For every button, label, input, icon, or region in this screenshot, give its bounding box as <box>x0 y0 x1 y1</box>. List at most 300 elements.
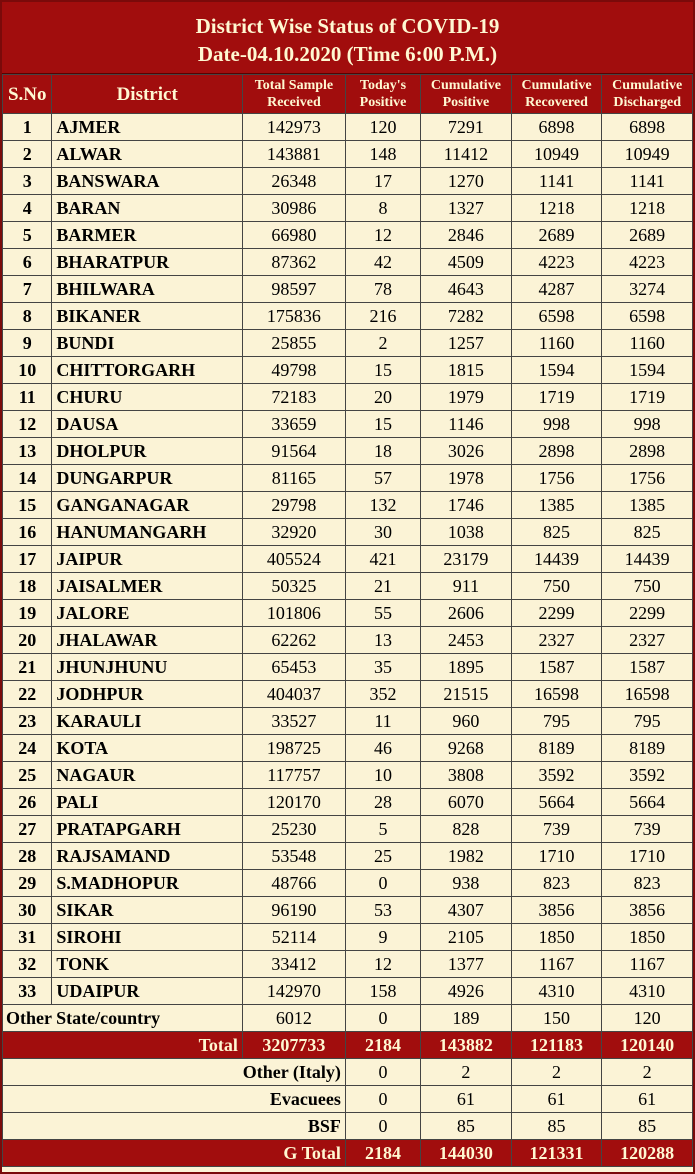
table-cell: 33659 <box>242 411 345 438</box>
table-row <box>3 168 693 195</box>
table-cell: 1756 <box>602 465 693 492</box>
evacuees-label: Evacuees <box>3 1086 346 1113</box>
table-cell: 158 <box>345 978 420 1005</box>
table-row <box>3 546 693 573</box>
table-cell: 1710 <box>511 843 602 870</box>
table-cell: 13 <box>345 627 420 654</box>
table-cell: 352 <box>345 681 420 708</box>
table-cell: 0 <box>345 870 420 897</box>
table-row <box>3 654 693 681</box>
table-cell: 61 <box>421 1086 512 1113</box>
table-cell: 4310 <box>602 978 693 1005</box>
table-row <box>3 276 693 303</box>
table-cell: 50325 <box>242 573 345 600</box>
table-cell: 120170 <box>242 789 345 816</box>
table-row <box>3 195 693 222</box>
table-cell: 1594 <box>511 357 602 384</box>
table-cell: 98597 <box>242 276 345 303</box>
district-name-cell: TONK <box>52 951 243 978</box>
serial-number-cell: 13 <box>3 438 52 465</box>
table-row <box>3 438 693 465</box>
serial-number-cell: 17 <box>3 546 52 573</box>
serial-number-cell: 32 <box>3 951 52 978</box>
serial-number-cell: 7 <box>3 276 52 303</box>
table-cell: 1895 <box>421 654 512 681</box>
district-name-cell: UDAIPUR <box>52 978 243 1005</box>
serial-number-cell: 14 <box>3 465 52 492</box>
col-header-sno: S.No <box>3 75 52 114</box>
table-cell: 3207733 <box>242 1032 345 1059</box>
table-cell: 0 <box>345 1086 420 1113</box>
table-cell: 2184 <box>345 1032 420 1059</box>
table-cell: 142973 <box>242 114 345 141</box>
col-header-total-sample: Total Sample Received <box>242 75 345 114</box>
district-name-cell: BIKANER <box>52 303 243 330</box>
table-cell: 1160 <box>511 330 602 357</box>
table-cell: 46 <box>345 735 420 762</box>
district-name-cell: BHARATPUR <box>52 249 243 276</box>
table-row <box>3 384 693 411</box>
serial-number-cell: 19 <box>3 600 52 627</box>
table-cell: 1978 <box>421 465 512 492</box>
table-cell: 32920 <box>242 519 345 546</box>
table-cell: 2 <box>345 330 420 357</box>
table-cell: 795 <box>602 708 693 735</box>
table-cell: 1815 <box>421 357 512 384</box>
table-cell: 750 <box>602 573 693 600</box>
serial-number-cell: 26 <box>3 789 52 816</box>
table-cell: 6012 <box>242 1005 345 1032</box>
district-name-cell: JODHPUR <box>52 681 243 708</box>
grand-total-row <box>3 1140 693 1167</box>
other-italy-row <box>3 1059 693 1086</box>
table-cell: 1146 <box>421 411 512 438</box>
district-name-cell: BARMER <box>52 222 243 249</box>
table-cell: 3808 <box>421 762 512 789</box>
table-cell: 85 <box>511 1113 602 1140</box>
district-name-cell: CHITTORGARH <box>52 357 243 384</box>
table-row <box>3 870 693 897</box>
table-cell: 3592 <box>602 762 693 789</box>
table-cell: 55 <box>345 600 420 627</box>
serial-number-cell: 24 <box>3 735 52 762</box>
table-cell: 120 <box>345 114 420 141</box>
table-cell: 2105 <box>421 924 512 951</box>
table-cell: 96190 <box>242 897 345 924</box>
table-cell: 1270 <box>421 168 512 195</box>
table-cell: 911 <box>421 573 512 600</box>
table-cell: 5 <box>345 816 420 843</box>
table-cell: 4310 <box>511 978 602 1005</box>
table-cell: 1327 <box>421 195 512 222</box>
table-cell: 2689 <box>602 222 693 249</box>
table-cell: 81165 <box>242 465 345 492</box>
district-name-cell: JHALAWAR <box>52 627 243 654</box>
table-cell: 739 <box>602 816 693 843</box>
table-cell: 26348 <box>242 168 345 195</box>
table-cell: 1167 <box>602 951 693 978</box>
table-cell: 12 <box>345 222 420 249</box>
table-cell: 72183 <box>242 384 345 411</box>
bsf-row <box>3 1113 693 1140</box>
table-cell: 421 <box>345 546 420 573</box>
table-cell: 101806 <box>242 600 345 627</box>
table-cell: 189 <box>421 1005 512 1032</box>
district-name-cell: KOTA <box>52 735 243 762</box>
table-cell: 10949 <box>602 141 693 168</box>
table-cell: 66980 <box>242 222 345 249</box>
table-cell: 1756 <box>511 465 602 492</box>
table-cell: 11412 <box>421 141 512 168</box>
table-cell: 6598 <box>602 303 693 330</box>
table-cell: 15 <box>345 357 420 384</box>
district-name-cell: BHILWARA <box>52 276 243 303</box>
table-cell: 18 <box>345 438 420 465</box>
table-cell: 1710 <box>602 843 693 870</box>
table-cell: 28 <box>345 789 420 816</box>
table-cell: 25230 <box>242 816 345 843</box>
table-cell: 0 <box>345 1059 420 1086</box>
table-cell: 142970 <box>242 978 345 1005</box>
district-name-cell: JAIPUR <box>52 546 243 573</box>
table-cell: 21 <box>345 573 420 600</box>
table-row <box>3 924 693 951</box>
table-cell: 998 <box>511 411 602 438</box>
table-cell: 2299 <box>511 600 602 627</box>
table-cell: 4643 <box>421 276 512 303</box>
table-cell: 1377 <box>421 951 512 978</box>
table-cell: 1218 <box>511 195 602 222</box>
table-row <box>3 465 693 492</box>
table-row <box>3 897 693 924</box>
table-cell: 62262 <box>242 627 345 654</box>
table-cell: 3026 <box>421 438 512 465</box>
table-row <box>3 951 693 978</box>
table-cell: 91564 <box>242 438 345 465</box>
table-row <box>3 303 693 330</box>
table-cell: 12 <box>345 951 420 978</box>
table-cell: 14439 <box>511 546 602 573</box>
table-cell: 20 <box>345 384 420 411</box>
table-row <box>3 411 693 438</box>
table-cell: 825 <box>511 519 602 546</box>
table-cell: 739 <box>511 816 602 843</box>
table-cell: 15 <box>345 411 420 438</box>
table-cell: 14439 <box>602 546 693 573</box>
table-cell: 825 <box>602 519 693 546</box>
total-label: Total <box>3 1032 243 1059</box>
table-cell: 9 <box>345 924 420 951</box>
table-cell: 21515 <box>421 681 512 708</box>
table-row <box>3 978 693 1005</box>
table-cell: 85 <box>602 1113 693 1140</box>
table-cell: 4223 <box>602 249 693 276</box>
table-cell: 8189 <box>602 735 693 762</box>
table-cell: 1850 <box>602 924 693 951</box>
district-name-cell: DUNGARPUR <box>52 465 243 492</box>
table-row <box>3 141 693 168</box>
table-cell: 1850 <box>511 924 602 951</box>
table-cell: 823 <box>602 870 693 897</box>
table-cell: 7282 <box>421 303 512 330</box>
table-cell: 49798 <box>242 357 345 384</box>
table-cell: 121183 <box>511 1032 602 1059</box>
table-cell: 78 <box>345 276 420 303</box>
table-cell: 1719 <box>602 384 693 411</box>
serial-number-cell: 10 <box>3 357 52 384</box>
table-cell: 1141 <box>511 168 602 195</box>
table-row <box>3 600 693 627</box>
table-cell: 1385 <box>511 492 602 519</box>
table-cell: 143882 <box>421 1032 512 1059</box>
table-cell: 16598 <box>511 681 602 708</box>
serial-number-cell: 6 <box>3 249 52 276</box>
table-cell: 2184 <box>345 1140 420 1167</box>
serial-number-cell: 18 <box>3 573 52 600</box>
table-cell: 3856 <box>511 897 602 924</box>
table-cell: 960 <box>421 708 512 735</box>
serial-number-cell: 27 <box>3 816 52 843</box>
serial-number-cell: 9 <box>3 330 52 357</box>
total-row <box>3 1032 693 1059</box>
table-cell: 1218 <box>602 195 693 222</box>
table-cell: 6898 <box>511 114 602 141</box>
table-cell: 8 <box>345 195 420 222</box>
table-cell: 120140 <box>602 1032 693 1059</box>
table-cell: 35 <box>345 654 420 681</box>
other-italy-label: Other (Italy) <box>3 1059 346 1086</box>
table-row <box>3 249 693 276</box>
table-cell: 57 <box>345 465 420 492</box>
table-cell: 30986 <box>242 195 345 222</box>
table-cell: 1719 <box>511 384 602 411</box>
table-cell: 2 <box>421 1059 512 1086</box>
table-cell: 2 <box>511 1059 602 1086</box>
title-line-1: District Wise Status of COVID-19 <box>195 14 500 38</box>
table-cell: 216 <box>345 303 420 330</box>
district-name-cell: RAJSAMAND <box>52 843 243 870</box>
district-name-cell: HANUMANGARH <box>52 519 243 546</box>
table-cell: 1141 <box>602 168 693 195</box>
table-cell: 7291 <box>421 114 512 141</box>
table-cell: 61 <box>602 1086 693 1113</box>
col-header-today-positive: Today's Positive <box>345 75 420 114</box>
table-cell: 30 <box>345 519 420 546</box>
table-cell: 143881 <box>242 141 345 168</box>
table-header-row <box>3 75 693 114</box>
report-title <box>2 2 693 74</box>
table-cell: 1167 <box>511 951 602 978</box>
col-header-cumulative-positive: Cumulative Positive <box>421 75 512 114</box>
table-cell: 1385 <box>602 492 693 519</box>
other-state-row <box>3 1005 693 1032</box>
district-name-cell: DAUSA <box>52 411 243 438</box>
table-cell: 4223 <box>511 249 602 276</box>
table-row <box>3 330 693 357</box>
table-cell: 16598 <box>602 681 693 708</box>
col-header-cumulative-discharged: Cumulative Discharged <box>602 75 693 114</box>
table-cell: 1594 <box>602 357 693 384</box>
table-cell: 85 <box>421 1113 512 1140</box>
table-cell: 6898 <box>602 114 693 141</box>
table-cell: 2846 <box>421 222 512 249</box>
table-cell: 405524 <box>242 546 345 573</box>
table-cell: 1982 <box>421 843 512 870</box>
table-cell: 65453 <box>242 654 345 681</box>
table-cell: 1160 <box>602 330 693 357</box>
table-cell: 42 <box>345 249 420 276</box>
serial-number-cell: 2 <box>3 141 52 168</box>
table-cell: 2327 <box>602 627 693 654</box>
table-cell: 10 <box>345 762 420 789</box>
table-cell: 33527 <box>242 708 345 735</box>
title-line-2: Date-04.10.2020 (Time 6:00 P.M.) <box>197 42 498 66</box>
table-cell: 0 <box>345 1113 420 1140</box>
serial-number-cell: 31 <box>3 924 52 951</box>
table-cell: 1038 <box>421 519 512 546</box>
table-cell: 750 <box>511 573 602 600</box>
table-cell: 120 <box>602 1005 693 1032</box>
table-cell: 120288 <box>602 1140 693 1167</box>
table-cell: 1979 <box>421 384 512 411</box>
table-row <box>3 492 693 519</box>
table-row <box>3 735 693 762</box>
serial-number-cell: 20 <box>3 627 52 654</box>
table-cell: 117757 <box>242 762 345 789</box>
district-status-table <box>2 74 693 1167</box>
table-cell: 2 <box>602 1059 693 1086</box>
serial-number-cell: 3 <box>3 168 52 195</box>
table-cell: 29798 <box>242 492 345 519</box>
table-cell: 828 <box>421 816 512 843</box>
serial-number-cell: 33 <box>3 978 52 1005</box>
district-name-cell: SIKAR <box>52 897 243 924</box>
serial-number-cell: 15 <box>3 492 52 519</box>
table-cell: 121331 <box>511 1140 602 1167</box>
serial-number-cell: 28 <box>3 843 52 870</box>
table-cell: 1746 <box>421 492 512 519</box>
district-name-cell: AJMER <box>52 114 243 141</box>
table-cell: 198725 <box>242 735 345 762</box>
serial-number-cell: 11 <box>3 384 52 411</box>
table-cell: 17 <box>345 168 420 195</box>
table-cell: 998 <box>602 411 693 438</box>
serial-number-cell: 5 <box>3 222 52 249</box>
grand-total-label: G Total <box>3 1140 346 1167</box>
table-row <box>3 114 693 141</box>
serial-number-cell: 16 <box>3 519 52 546</box>
table-row <box>3 573 693 600</box>
table-cell: 404037 <box>242 681 345 708</box>
table-cell: 2898 <box>511 438 602 465</box>
serial-number-cell: 30 <box>3 897 52 924</box>
table-row <box>3 519 693 546</box>
serial-number-cell: 1 <box>3 114 52 141</box>
table-row <box>3 357 693 384</box>
district-name-cell: NAGAUR <box>52 762 243 789</box>
table-row <box>3 708 693 735</box>
table-cell: 144030 <box>421 1140 512 1167</box>
table-cell: 33412 <box>242 951 345 978</box>
serial-number-cell: 12 <box>3 411 52 438</box>
table-cell: 795 <box>511 708 602 735</box>
table-cell: 823 <box>511 870 602 897</box>
table-cell: 8189 <box>511 735 602 762</box>
table-cell: 53548 <box>242 843 345 870</box>
col-header-district: District <box>52 75 243 114</box>
table-cell: 4926 <box>421 978 512 1005</box>
district-name-cell: ALWAR <box>52 141 243 168</box>
col-header-cumulative-recovered: Cumulative Recovered <box>511 75 602 114</box>
district-name-cell: DHOLPUR <box>52 438 243 465</box>
table-cell: 0 <box>345 1005 420 1032</box>
table-cell: 2327 <box>511 627 602 654</box>
district-name-cell: CHURU <box>52 384 243 411</box>
district-name-cell: PRATAPGARH <box>52 816 243 843</box>
table-cell: 3592 <box>511 762 602 789</box>
district-name-cell: JAISALMER <box>52 573 243 600</box>
table-cell: 52114 <box>242 924 345 951</box>
table-cell: 5664 <box>511 789 602 816</box>
table-row <box>3 843 693 870</box>
table-cell: 4307 <box>421 897 512 924</box>
table-row <box>3 222 693 249</box>
district-name-cell: BUNDI <box>52 330 243 357</box>
table-cell: 11 <box>345 708 420 735</box>
serial-number-cell: 8 <box>3 303 52 330</box>
table-cell: 1587 <box>602 654 693 681</box>
evacuees-row <box>3 1086 693 1113</box>
table-cell: 2453 <box>421 627 512 654</box>
table-cell: 3274 <box>602 276 693 303</box>
table-cell: 53 <box>345 897 420 924</box>
table-cell: 1257 <box>421 330 512 357</box>
district-name-cell: S.MADHOPUR <box>52 870 243 897</box>
district-name-cell: GANGANAGAR <box>52 492 243 519</box>
table-cell: 148 <box>345 141 420 168</box>
district-name-cell: JHUNJHUNU <box>52 654 243 681</box>
table-cell: 87362 <box>242 249 345 276</box>
serial-number-cell: 22 <box>3 681 52 708</box>
table-cell: 4287 <box>511 276 602 303</box>
table-cell: 2606 <box>421 600 512 627</box>
table-cell: 9268 <box>421 735 512 762</box>
table-row <box>3 789 693 816</box>
district-rows <box>3 114 693 1005</box>
district-name-cell: BANSWARA <box>52 168 243 195</box>
table-row <box>3 762 693 789</box>
serial-number-cell: 25 <box>3 762 52 789</box>
table-row <box>3 627 693 654</box>
table-cell: 132 <box>345 492 420 519</box>
table-cell: 3856 <box>602 897 693 924</box>
district-name-cell: KARAULI <box>52 708 243 735</box>
district-name-cell: JALORE <box>52 600 243 627</box>
serial-number-cell: 23 <box>3 708 52 735</box>
table-cell: 150 <box>511 1005 602 1032</box>
table-cell: 23179 <box>421 546 512 573</box>
table-cell: 61 <box>511 1086 602 1113</box>
table-cell: 175836 <box>242 303 345 330</box>
table-cell: 2689 <box>511 222 602 249</box>
table-cell: 1587 <box>511 654 602 681</box>
district-name-cell: SIROHI <box>52 924 243 951</box>
serial-number-cell: 21 <box>3 654 52 681</box>
table-cell: 6070 <box>421 789 512 816</box>
table-cell: 25 <box>345 843 420 870</box>
table-cell: 4509 <box>421 249 512 276</box>
district-name-cell: PALI <box>52 789 243 816</box>
